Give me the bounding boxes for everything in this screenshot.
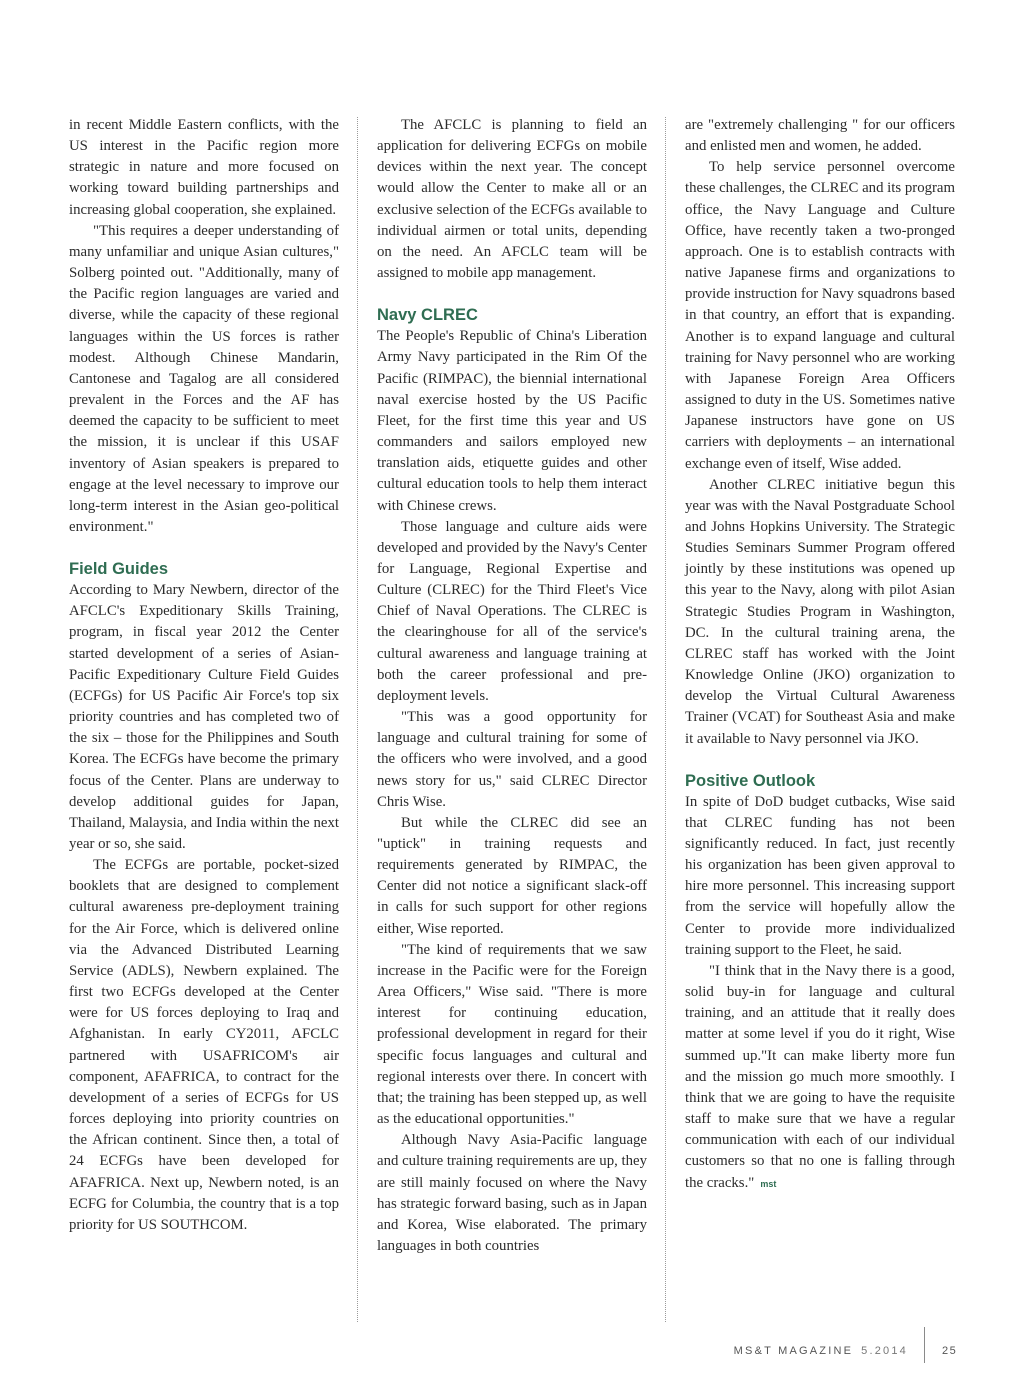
paragraph-text: The People's Republic of China's Liberation Army Navy participated in the Rim Of the Pacific (RIMPAC), the biennial international naval exercise hosted by the US Pacific Fleet, for the first time this year and US commanders and sailors employed new translation aids, etiquette guides and other cultural education tools to help them interact with Chinese crews. (377, 328, 647, 514)
paragraph-text: But while the CLREC did see an "uptick" in training requests and requirements generated by RIMPAC, the Center did not notice a significant slack-off in calls for such support for other regions either, Wise reported. (377, 814, 647, 937)
body-paragraph (685, 961, 955, 1195)
section-heading: Positive Outlook (685, 771, 816, 790)
article-column-1 (69, 115, 339, 1236)
footer-magazine-name: MS&T MAGAZINE (733, 1345, 854, 1357)
paragraph-text: in recent Middle Eastern conflicts, with the US interest in the Pacific region more strategic in nature and more focused on working toward building partnerships and increasing global cooperation, she explained. (69, 117, 339, 218)
paragraph-text: In spite of DoD budget cutbacks, Wise said that CLREC funding has not been significantly reduced. In fact, just recently his organization has been given approval to hire more personnel. This increasing support from the service will hopefully allow the Center to provide more individualized training support to the Fleet, he said. (685, 793, 955, 958)
paragraph-text: Those language and culture aids were developed and provided by the Navy's Center for Language, Regional Expertise and Culture (CLREC) for the Third Fleet's Vice Chief of Naval Operations. The CLREC is the clearinghouse for all of the service's cultural awareness and language training at both the career professional and pre-deployment levels. (377, 518, 647, 704)
page-footer (0, 1335, 1024, 1375)
footer-divider (924, 1327, 925, 1363)
paragraph-text: The AFCLC is planning to field an application for delivering ECFGs on mobile devices within the next year. The concept would allow the Center to make all or an exclusive selection of the ECFGs available to individual airmen or total units, depending on the need. An AFCLC team will be assigned to mobile app management. (377, 117, 647, 282)
body-paragraph (69, 221, 339, 538)
body-paragraph (69, 115, 339, 221)
paragraph-text: "This was a good opportunity for language and cultural training for some of the officers who were involved, and a good news story for us," said CLREC Director Chris Wise. (377, 709, 647, 810)
paragraph-text: "This requires a deeper understanding of many unfamiliar and unique Asian cultures," Solberg pointed out. "Additionally, many of the Pacific region languages are varied and diverse, while the capacity of these regional languages within the US forces is rather modest. Although Chinese Mandarin, Cantonese and Tagalog are all considered prevalent in the Forces and the AF has deemed the capacity to be sufficient to meet the mission, it is unclear if this USAF inventory of Asian speakers is prepared to engage at the level necessary to improve our long-term interest in the Asian geo-political environment." (69, 222, 339, 535)
body-paragraph (377, 940, 647, 1130)
paragraph-text: "The kind of requirements that we saw increase in the Pacific were for the Foreign Area Officers," Wise said. "There is more interest for continuing education, professional development in regard for their specific focus languages and cultural and regional interests over there. In concert with that; the training has been stepped up, as well as the educational opportunities." (377, 941, 647, 1128)
body-paragraph (377, 115, 647, 284)
end-of-article-mark: mst (760, 1178, 777, 1189)
body-paragraph (685, 115, 955, 157)
body-paragraph (377, 813, 647, 940)
paragraph-text: According to Mary Newbern, director of the AFCLC's Expeditionary Skills Training, program, in fiscal year 2012 the Center started development of a series of Asian-Pacific Expeditionary Culture Field Guides (ECFGs) for US Pacific Air Force's top six priority countries and has completed two of the six – those for the Philippines and South Korea. The ECFGs have become the primary focus of the Center. Plans are underway to develop additional guides for Japan, Thailand, Malaysia, and India within the next year or so, she said. (69, 582, 339, 852)
paragraph-text: are "extremely challenging " for our officers and enlisted men and women, he added. (685, 117, 955, 155)
footer-magazine-info (734, 1345, 908, 1357)
body-paragraph (685, 157, 955, 474)
body-paragraph (377, 326, 647, 516)
paragraph-text: To help service personnel overcome these challenges, the CLREC and its program office, the Navy Language and Culture Office, have recently taken a two-pronged approach. One is to establish contracts with native Japanese firms and organizations to provide instruction for Navy squadrons based in that country, an effort that is expanding. Another is to expand language and cultural training for Navy personnel who are working with Japanese Foreign Area Officers assigned to duty in the US. Sometimes native Japanese instructors have gone on US carriers with deployments – an international exchange even of itself, Wise added. (685, 159, 955, 472)
article-column-2 (377, 115, 647, 1257)
paragraph-text: Another CLREC initiative begun this year was with the Naval Postgraduate School and Johns Hopkins University. The Strategic Studies Seminars Summer Program offered jointly by these institutions was opened up this year to the Navy, along with pilot Asian Strategic Studies Program in Washington, DC. In the cultural training arena, the CLREC staff has worked with the Joint Knowledge Online (JKO) organization to develop the Virtual Cultural Awareness Trainer (VCAT) for Southeast Asia and make it available to Navy personnel via JKO. (685, 476, 955, 747)
footer-issue: 5.2014 (861, 1345, 908, 1357)
body-paragraph (377, 517, 647, 707)
body-paragraph (69, 855, 339, 1236)
column-divider (665, 117, 666, 1322)
body-paragraph (377, 1130, 647, 1257)
section-heading: Navy CLREC (377, 306, 478, 325)
body-paragraph (685, 475, 955, 750)
article-column-3 (685, 115, 955, 1195)
body-paragraph (69, 580, 339, 855)
paragraph-text: "I think that in the Navy there is a good, solid buy-in for language and cultural training, and an attitude that it really does matter at some level if you do it right, Wise summed up."It can make liberty more fun and the mission go much more smoothly. I think that we are going to have the requisite staff to make sure that we have a regular communication with each of our individual customers so that no one is falling through the cracks." (685, 962, 955, 1191)
paragraph-text: Although Navy Asia-Pacific language and culture training requirements are up, they are still mainly focused on where the Navy has strategic forward basing, such as in Japan and Korea, Wise elaborated. The primary languages in both countries (377, 1132, 647, 1254)
body-paragraph (377, 707, 647, 813)
section-heading: Field Guides (69, 560, 169, 579)
paragraph-text: The ECFGs are portable, pocket-sized booklets that are designed to complement cultural awareness pre-deployment training for the Air Force, which is delivered online via the Advanced Distributed Learning Service (ADLS), Newbern explained. The first two ECFGs developed at the Center were for US forces deploying to Iraq and Afghanistan. In early CY2011, AFCLC partnered with USAFRICOM's air component, AFAFRICA, to contract for the development of a series of ECFGs for US forces deploying into priority countries on the African continent. Since then, a total of 24 ECFGs have been developed for AFAFRICA. Next up, Newbern noted, is an ECFG for Columbia, the country that is a top priority for US SOUTHCOM. (69, 857, 339, 1233)
body-paragraph (685, 792, 955, 961)
page-number: 25 (942, 1345, 958, 1357)
column-divider (357, 117, 358, 1322)
